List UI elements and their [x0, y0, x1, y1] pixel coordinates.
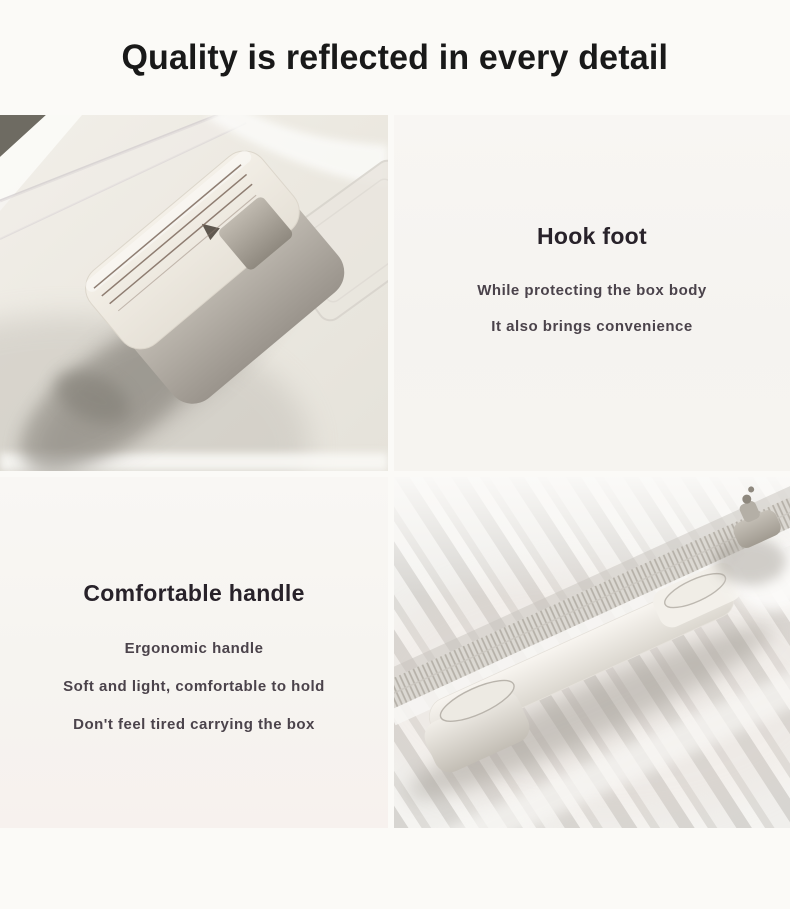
handle-illustration	[394, 477, 790, 828]
comfortable-handle-heading: Comfortable handle	[83, 580, 305, 606]
comfortable-handle-line-2: Soft and light, comfortable to hold	[63, 678, 325, 695]
hook-foot-line-1: While protecting the box body	[477, 282, 707, 299]
comfortable-handle-line-1: Ergonomic handle	[124, 640, 264, 657]
hook-foot-illustration	[0, 115, 388, 471]
title-band	[0, 0, 790, 115]
hook-foot-photo	[0, 115, 388, 471]
hook-foot-text-panel	[394, 115, 790, 471]
comfortable-handle-text-panel	[0, 477, 388, 828]
hook-foot-line-2: It also brings convenience	[491, 318, 693, 335]
comfortable-handle-line-3: Don't feel tired carrying the box	[73, 716, 315, 733]
hook-foot-heading: Hook foot	[536, 223, 647, 249]
handle-photo	[394, 477, 790, 828]
page-title: Quality is reflected in every detail	[121, 37, 669, 77]
